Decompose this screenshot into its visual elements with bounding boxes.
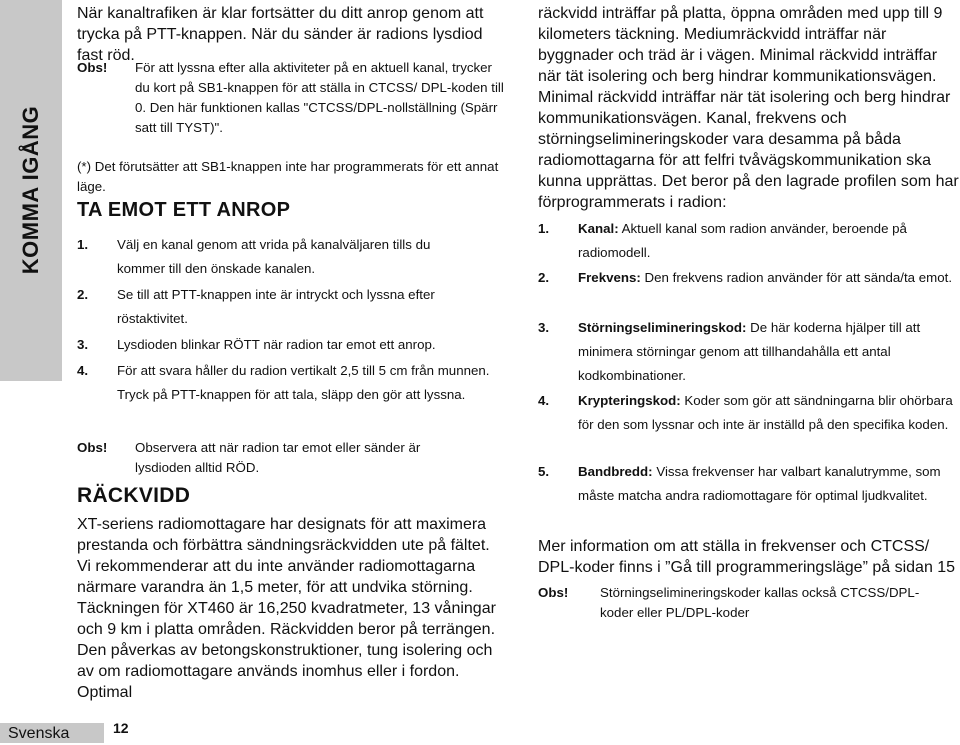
- item-body: [578, 266, 953, 290]
- left-note-1: [77, 58, 507, 148]
- footer-language: Svenska: [0, 723, 104, 743]
- right-intro-paragraph: räckvidd inträffar på platta, öppna områden med upp till 9 kilometers täckning. Mediumräckvidd inträffar när byggnader och träd är i vägen. Minimal räckvidd inträffar när tät isolering och berg hindrar kommunikationsvägen. Minimal räckvidd inträffar när tät isolering och berg hindrar kommunikationsvägen. Kanal, frekvens och störningselimineringskoder vara desamma på båda radiomottagarna för att felfri tvåvägskommunikation ska kunna upprättas. Det beror på den lagrade profilen som har förprogrammerats i radion:: [538, 5, 959, 211]
- left-intro-paragraph: När kanaltrafiken är klar fortsätter du ditt anrop genom att trycka på PTT-knappen. När du sänder är radions lysdiod fast röd.: [77, 5, 484, 64]
- note-label: Obs!: [77, 60, 108, 75]
- item-text: De här koderna hjälper till att minimera störningar genom att tillhandahålla ett antal kodkombinationer.: [578, 320, 921, 383]
- step-text: För att svara håller du radion vertikalt 2,5 till 5 cm från munnen. Tryck på PTT-knappen för att tala, släpp den gör att lyssna.: [117, 363, 490, 402]
- step-text: Välj en kanal genom att vrida på kanalväljaren tills du kommer till den önskade kanalen.: [117, 237, 431, 276]
- step-number: 1.: [77, 237, 89, 252]
- note-text: Störningselimineringskoder kallas också CTCSS/DPL-koder eller PL/DPL-koder: [600, 585, 920, 620]
- item-body: [578, 460, 953, 508]
- step-number: 4.: [77, 363, 89, 378]
- more-info-paragraph: Mer information om att ställa in frekvenser och CTCSS/ DPL-koder finns i ”Gå till programmeringsläge” på sidan 15: [538, 538, 956, 576]
- item-body: [578, 217, 953, 265]
- right-note: [538, 583, 960, 627]
- section-title: KOMMA IGÅNG: [18, 105, 43, 275]
- step-text: Se till att PTT-knappen inte är intryckt och lyssna efter röstaktivitet.: [117, 287, 435, 326]
- step-text: Lysdioden blinkar RÖTT när radion tar emot ett anrop.: [117, 337, 436, 352]
- item-number: 1.: [538, 221, 550, 236]
- note-text: Observera att när radion tar emot eller sänder är lysdioden alltid RÖD.: [135, 440, 421, 475]
- item-body: [578, 316, 953, 388]
- item-number: 5.: [538, 464, 550, 479]
- item-number: 3.: [538, 320, 550, 335]
- heading-range: RÄCKVIDD: [77, 484, 191, 507]
- footnote: (*) Det förutsätter att SB1-knappen inte har programmerats för ett annat läge.: [77, 159, 499, 194]
- item-text: Den frekvens radion använder för att sända/ta emot.: [644, 270, 953, 285]
- page-number: 12: [113, 720, 129, 736]
- note-text: För att lyssna efter alla aktiviteter på en aktuell kanal, trycker du kort på SB1-knappen för att ställa in CTCSS/ DPL-koden till 0. Den här funktionen kallas "CTCSS/DPL-nollställning (Spärr satt till TYST)".: [135, 60, 504, 135]
- item-number: 2.: [538, 270, 550, 285]
- section-side-tab: [0, 0, 62, 381]
- step-number: 2.: [77, 287, 89, 302]
- step-number: 3.: [77, 337, 89, 352]
- item-text: Vissa frekvenser har valbart kanalutrymme, som måste matcha andra radiomottagare för optimal ljudkvalitet.: [578, 464, 941, 503]
- left-note-2: [77, 438, 507, 482]
- item-body: [578, 389, 953, 437]
- item-term: Kanal:: [578, 221, 619, 236]
- heading-receive-call: TA EMOT ETT ANROP: [77, 199, 291, 221]
- item-term: Störningselimineringskod:: [578, 320, 747, 335]
- item-text: Koder som gör att sändningarna blir ohörbara för den som lyssnar och inte är inställd på den specifika koden.: [578, 393, 953, 432]
- note-label: Obs!: [538, 585, 569, 600]
- note-label: Obs!: [77, 440, 108, 455]
- item-number: 4.: [538, 393, 550, 408]
- range-paragraph: XT-seriens radiomottagare har designats för att maximera prestanda och förbättra sändningsräckvidden ute på fältet. Vi rekommenderar att du inte använder radiomottagarna närmare varandra än 1,5 meter, för att undvika störning. Täckningen för XT460 är 16,250 kvadratmeter, 13 våningar och 9 km i platta områden. Räckvidden beror på terrängen. Den påverkas av betongskonstruktioner, tung isolering och av om radiomottagare används inomhus eller i fordon. Optimal: [77, 516, 496, 701]
- item-term: Bandbredd:: [578, 464, 653, 479]
- item-term: Krypteringskod:: [578, 393, 681, 408]
- item-text: Aktuell kanal som radion använder, beroende på radiomodell.: [578, 221, 907, 260]
- item-term: Frekvens:: [578, 270, 641, 285]
